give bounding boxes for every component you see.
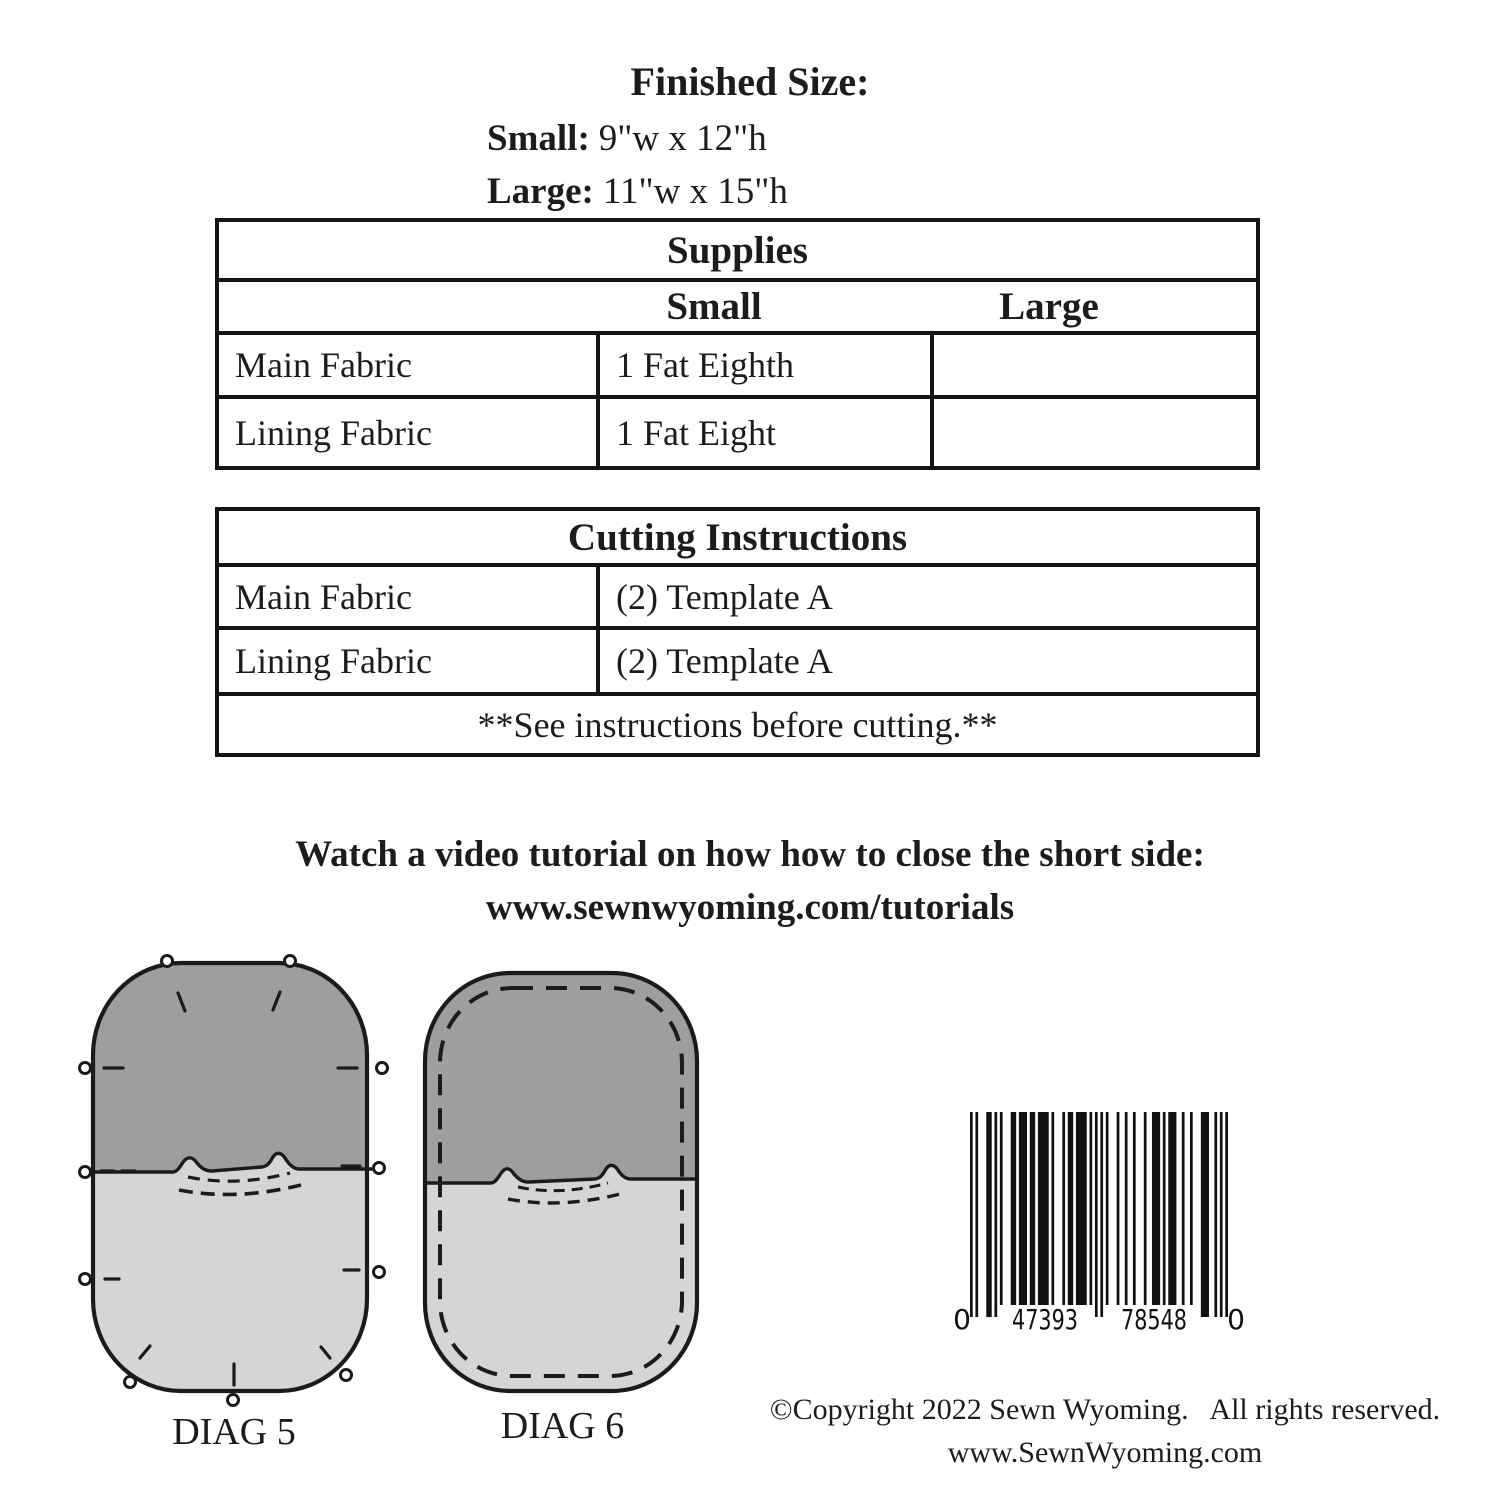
svg-text:0: 0 [953,1303,971,1332]
table-row [219,395,1256,466]
pin-icon [285,956,296,967]
cutting-note: **See instructions before cutting.** [477,704,998,745]
row-name: Lining Fabric [219,399,600,466]
pin-icon [377,1063,388,1074]
diag6-label: DIAG 6 [500,1405,625,1447]
size-small-label: Small: [487,118,590,159]
column-header-small: Small [666,285,762,328]
diag5-label: DIAG 5 [172,1411,296,1453]
finished-size-small [487,112,788,165]
row-value: (2) Template A [616,641,833,681]
footer [740,1388,1470,1474]
supplies-size-header-row [219,278,1256,331]
size-large-value: 11"w x 15"h [602,171,788,212]
svg-text:47393: 47393 [1012,1303,1078,1332]
pin-icon [374,1163,385,1174]
svg-text:0: 0 [1227,1303,1245,1332]
row-small-value: 1 Fat Eight [600,399,934,466]
website-text: www.SewnWyoming.com [947,1436,1263,1469]
copyright-text: ©Copyright 2022 Sewn Wyoming. All rights reserved. [769,1393,1441,1426]
pin-icon [341,1370,352,1381]
upc-barcode [950,1112,1250,1332]
table-row [219,563,1256,626]
cutting-note-row [219,692,1256,753]
diagram-diag6 [420,965,705,1405]
tutorial-url: www.sewnwyoming.com/tutorials [485,887,1015,928]
pin-icon [162,956,173,967]
size-large-label: Large: [487,171,594,212]
main-fabric-area [420,965,705,1197]
cutting-instructions-table [215,507,1260,757]
row-small-value: 1 Fat Eighth [600,335,934,395]
row-large-value [934,399,1256,466]
table-row [219,626,1256,692]
svg-text:78548: 78548 [1121,1303,1187,1332]
supplies-header-row [219,222,1256,278]
supplies-title: Supplies [667,228,808,272]
size-small-value: 9"w x 12"h [598,118,767,159]
finished-size-large [487,165,788,218]
finished-size-title: Finished Size: [630,59,870,104]
cutting-title: Cutting Instructions [567,515,908,559]
pin-icon [125,1377,136,1388]
tutorial-heading: Watch a video tutorial on how how to close the short side: [295,834,1205,875]
column-header-large: Large [999,285,1099,328]
pin-icon [80,1274,91,1285]
row-large-value [934,335,1256,395]
pin-icon [228,1395,239,1406]
row-name: Main Fabric [219,335,600,395]
diagram-diag5 [76,948,392,1414]
row-value: (2) Template A [616,576,833,617]
supplies-table [215,218,1260,470]
cutting-header-row [219,511,1256,563]
row-name: Main Fabric [219,567,600,626]
finished-size-list [487,112,788,218]
pin-icon [80,1063,91,1074]
lining-fabric-area [420,1165,705,1405]
row-name: Lining Fabric [219,630,600,692]
pin-icon [80,1167,91,1178]
pin-icon [374,1267,385,1278]
table-row [219,331,1256,395]
